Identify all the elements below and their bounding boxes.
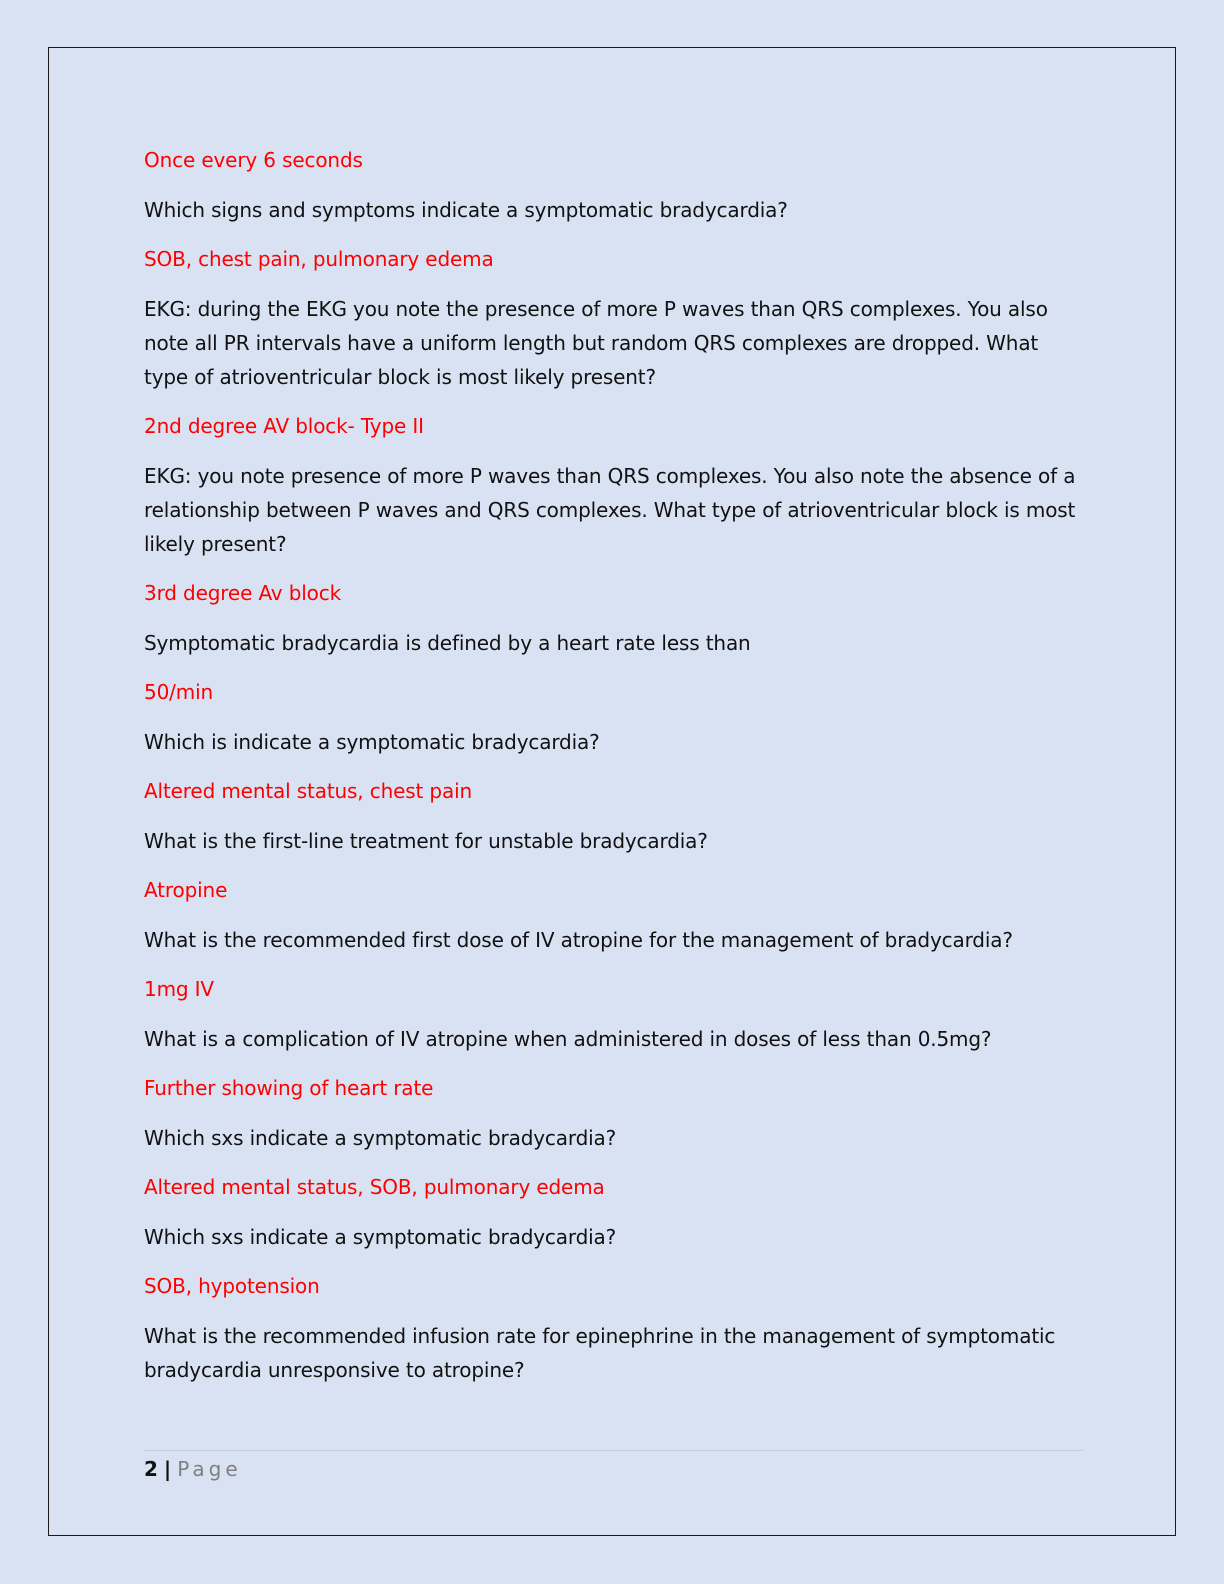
question-text: EKG: you note presence of more P waves than QRS complexes. You also note the absence of a relationship between P waves and QRS complexes. What type of atrioventricular block is most likely present?	[144, 463, 1076, 556]
question-text: Symptomatic bradycardia is defined by a heart rate less than	[144, 630, 751, 655]
answer-text: 50/min	[144, 680, 214, 704]
question-text: Which signs and symptoms indicate a symptomatic bradycardia?	[144, 197, 788, 222]
answer-text: Once every 6 seconds	[144, 148, 363, 172]
question-text: EKG: during the EKG you note the presence of more P waves than QRS complexes. You also note all PR intervals have a uniform length but random QRS complexes are dropped. What type of atrioventricular block is most likely present?	[144, 296, 1048, 389]
answer-text: Altered mental status, SOB, pulmonary edema	[144, 1175, 605, 1199]
answer-text: Atropine	[144, 878, 228, 902]
answer-text: 3rd degree Av block	[144, 581, 342, 605]
footer-separator: |	[163, 1457, 172, 1481]
question-text: What is the recommended first dose of IV atropine for the management of bradycardia?	[144, 927, 1013, 952]
answer-text: SOB, hypotension	[144, 1274, 320, 1298]
answer-text: Altered mental status, chest pain	[144, 779, 472, 803]
answer-text: Further showing of heart rate	[144, 1076, 434, 1100]
page-footer	[144, 1454, 242, 1484]
page-number: 2	[144, 1457, 158, 1481]
answer-text: 2nd degree AV block- Type II	[144, 414, 424, 438]
question-text: What is the recommended infusion rate for epinephrine in the management of symptomatic bradycardia unresponsive to atropine?	[144, 1323, 1056, 1382]
question-text: Which is indicate a symptomatic bradycardia?	[144, 729, 600, 754]
question-text: Which sxs indicate a symptomatic bradycardia?	[144, 1125, 617, 1150]
question-text: What is the first-line treatment for unstable bradycardia?	[144, 828, 708, 853]
document-body	[144, 143, 1084, 1402]
answer-text: SOB, chest pain, pulmonary edema	[144, 247, 494, 271]
page-label: Page	[177, 1457, 242, 1481]
question-text: What is a complication of IV atropine when administered in doses of less than 0.5mg?	[144, 1026, 992, 1051]
answer-text: 1mg IV	[144, 977, 214, 1001]
footer-divider	[144, 1450, 1084, 1451]
question-text: Which sxs indicate a symptomatic bradycardia?	[144, 1224, 617, 1249]
